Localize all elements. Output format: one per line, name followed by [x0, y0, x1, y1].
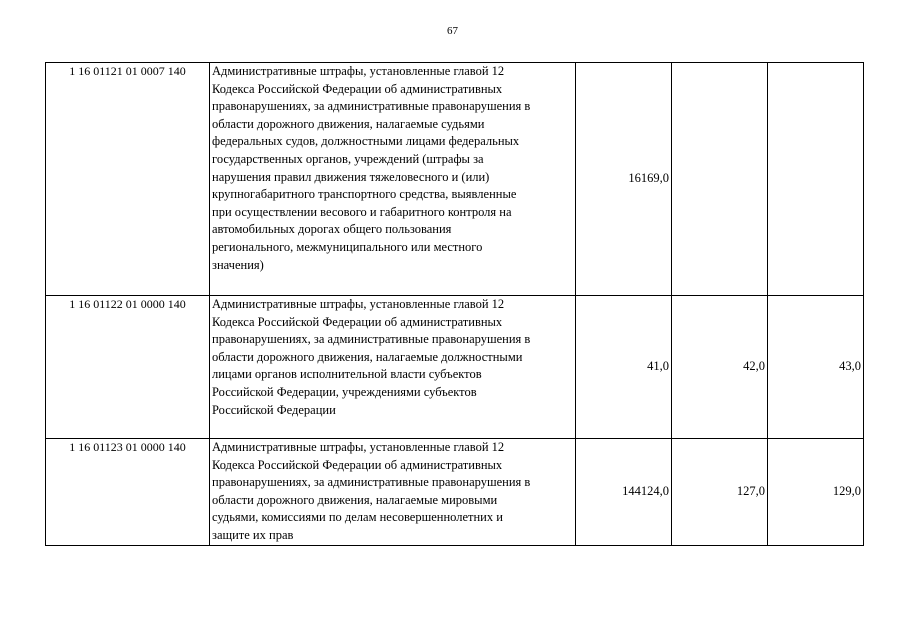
description-cell	[210, 63, 576, 296]
budget-table	[45, 62, 864, 546]
description-line: значения)	[212, 257, 264, 272]
description-line: области дорожного движения, налагаемые мировыми	[212, 492, 498, 507]
page-number: 67	[447, 25, 458, 37]
value-cell-year-3	[768, 63, 864, 296]
description-line: нарушения правил движения тяжеловесного и (или)	[212, 169, 490, 184]
budget-code-cell: 1 16 01121 01 0007 140	[46, 63, 210, 296]
value-cell-year-2	[672, 63, 768, 296]
value-cell-year-1: 41,0	[576, 296, 672, 439]
description-line: регионального, межмуниципального или местного	[212, 239, 483, 254]
description-cell	[210, 296, 576, 439]
description-line: крупногабаритного транспортного средства, выявленные	[212, 187, 517, 202]
table-row	[46, 439, 864, 546]
description-line: Кодекса Российской Федерации об административных	[212, 457, 503, 472]
description-line: области дорожного движения, налагаемые судьями	[212, 116, 485, 131]
value-cell-year-2: 127,0	[672, 439, 768, 546]
description-line: автомобильных дорогах общего пользования	[212, 222, 452, 237]
description-line: Административные штрафы, установленные главой 12	[212, 440, 505, 454]
description-line: Административные штрафы, установленные главой 12	[212, 297, 505, 311]
description-line: государственных органов, учреждений (штрафы за	[212, 151, 484, 166]
description-line: Кодекса Российской Федерации об административных	[212, 81, 503, 96]
value-cell-year-3: 129,0	[768, 439, 864, 546]
description-line: правонарушениях, за административные правонарушения в	[212, 475, 531, 490]
value-cell-year-3: 43,0	[768, 296, 864, 439]
description-line: Административные штрафы, установленные главой 12	[212, 64, 505, 78]
description-line: Российской Федерации	[212, 402, 336, 417]
description-line: правонарушениях, за административные правонарушения в	[212, 99, 531, 114]
value-cell-year-1: 16169,0	[576, 63, 672, 296]
description-line: Кодекса Российской Федерации об административных	[212, 314, 503, 329]
description-line: Российской Федерации, учреждениями субъектов	[212, 384, 477, 399]
description-line: области дорожного движения, налагаемые должностными	[212, 349, 523, 364]
description-cell	[210, 439, 576, 546]
value-cell-year-2: 42,0	[672, 296, 768, 439]
description-line: при осуществлении весового и габаритного контроля на	[212, 204, 512, 219]
budget-code-cell: 1 16 01123 01 0000 140	[46, 439, 210, 546]
table-row	[46, 296, 864, 439]
description-line: федеральных судов, должностными лицами федеральных	[212, 134, 520, 149]
table-row	[46, 63, 864, 296]
value-cell-year-1: 144124,0	[576, 439, 672, 546]
description-line: лицами органов исполнительной власти субъектов	[212, 367, 482, 382]
budget-code-cell: 1 16 01122 01 0000 140	[46, 296, 210, 439]
description-line: правонарушениях, за административные правонарушения в	[212, 332, 531, 347]
description-line: защите их прав	[212, 527, 294, 542]
description-line: судьями, комиссиями по делам несовершеннолетних и	[212, 510, 503, 525]
